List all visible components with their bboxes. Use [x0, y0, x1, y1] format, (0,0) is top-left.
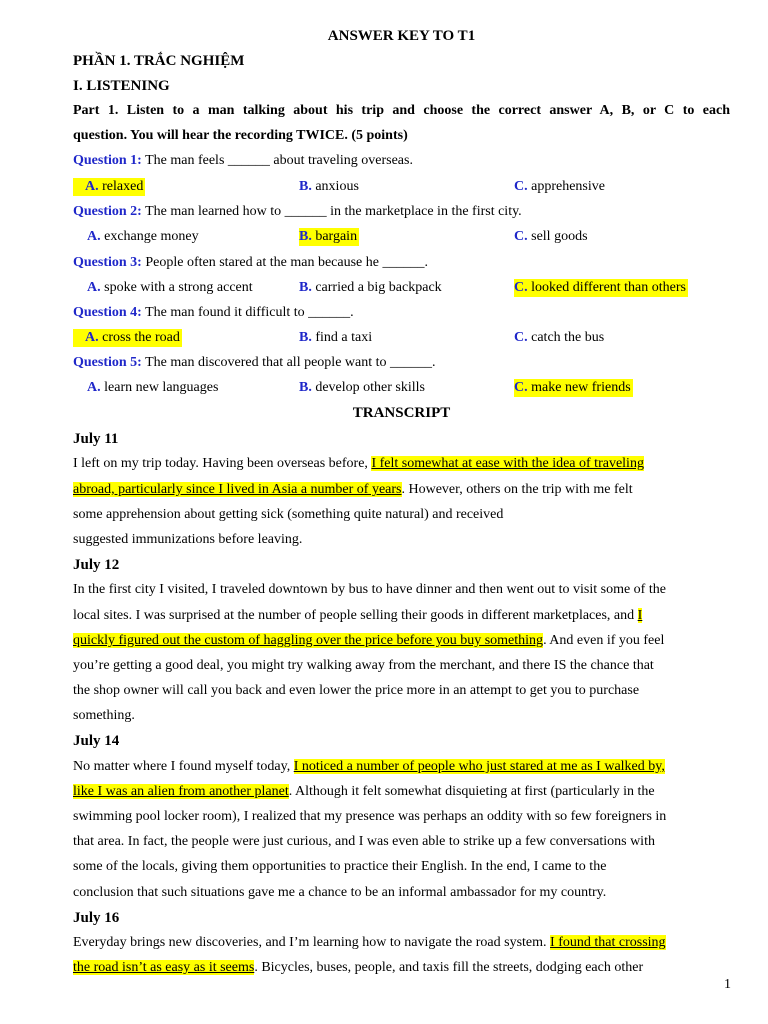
transcript-line: In the first city I visited, I traveled downtown by bus to have dinner and then went out to visit some of the — [73, 582, 666, 597]
section-heading: I. LISTENING — [73, 78, 170, 94]
entry-date: July 11 — [73, 431, 119, 447]
q2-option-a: A. exchange money — [87, 229, 199, 244]
q2-option-b: B. bargain — [299, 229, 358, 244]
transcript-line: like I was an alien from another planet. Although it felt somewhat disquieting at first (particularly in the — [73, 784, 655, 799]
q3-option-a: A. spoke with a strong accent — [87, 280, 253, 295]
page-number: 1 — [724, 977, 731, 992]
q4-option-b: B. find a taxi — [299, 330, 373, 345]
q5-option-a: A. learn new languages — [87, 380, 219, 395]
highlighted-answer: I found that crossing — [550, 935, 666, 950]
question-5: Question 5: The man discovered that all people want to ______. — [73, 355, 436, 370]
highlighted-answer: abroad, particularly since I lived in Asia a number of years — [73, 482, 402, 497]
transcript-line: I left on my trip today. Having been overseas before, I felt somewhat at ease with the idea of traveling — [73, 456, 644, 471]
q1-option-b: B. anxious — [299, 179, 359, 194]
transcript-line: you’re getting a good deal, you might try walking away from the merchant, and there IS the chance that — [73, 658, 654, 673]
transcript-line: the shop owner will call you back and even lower the price more in an attempt to get you to purchase — [73, 683, 640, 698]
q1-option-a: A. relaxed — [73, 178, 145, 196]
highlighted-answer: like I was an alien from another planet — [73, 784, 289, 799]
transcript-line: quickly figured out the custom of haggling over the price before you buy something. And even if you feel — [73, 633, 665, 648]
transcript-line: the road isn’t as easy as it seems. Bicycles, buses, people, and taxis fill the streets, dodging each other — [73, 960, 644, 975]
transcript-line: abroad, particularly since I lived in Asia a number of years. However, others on the trip with me felt — [73, 482, 633, 497]
transcript-line: local sites. I was surprised at the number of people selling their goods in different marketplaces, and I — [73, 608, 643, 623]
transcript-line: some apprehension about getting sick (something quite natural) and received — [73, 507, 504, 522]
highlighted-answer: the road isn’t as easy as it seems — [73, 960, 255, 975]
instructions-line-1: Part 1. Listen to a man talking about his trip and choose the correct answer A, B, or C to each — [73, 103, 730, 118]
transcript-line: something. — [73, 708, 135, 723]
transcript-heading: TRANSCRIPT — [352, 405, 451, 421]
q2-option-c: C. sell goods — [514, 229, 588, 244]
document-title: ANSWER KEY TO T1 — [327, 28, 476, 44]
transcript-line: Everyday brings new discoveries, and I’m learning how to navigate the road system. I found that crossing — [73, 935, 666, 950]
highlighted-answer: I noticed a number of people who just stared at me as I walked by, — [293, 759, 665, 774]
transcript-line: that area. In fact, the people were just curious, and I was even able to strike up a few conversations with — [73, 834, 655, 849]
question-1: Question 1: The man feels ______ about traveling overseas. — [73, 153, 413, 168]
q3-option-b: B. carried a big backpack — [299, 280, 442, 295]
entry-date: July 14 — [73, 733, 120, 749]
transcript-line: No matter where I found myself today, I noticed a number of people who just stared at me as I walked by, — [73, 759, 665, 774]
q5-option-c: C. make new friends — [514, 380, 631, 395]
transcript-line: conclusion that such situations gave me a chance to be an informal ambassador for my country. — [73, 885, 607, 900]
q5-option-b: B. develop other skills — [299, 380, 425, 395]
q4-option-a: A. cross the road — [73, 329, 182, 347]
transcript-line: swimming pool locker room), I realized that my presence was perhaps an oddity with so few foreigners in — [73, 809, 667, 824]
part-heading: PHẦN 1. TRẮC NGHIỆM — [73, 53, 245, 69]
q1-option-c: C. apprehensive — [514, 179, 605, 194]
instructions-line-2: question. You will hear the recording TWICE. (5 points) — [73, 128, 408, 143]
highlighted-answer: quickly figured out the custom of haggling over the price before you buy something — [73, 633, 544, 648]
transcript-line: some of the locals, giving them opportunities to practice their English. In the end, I came to the — [73, 859, 607, 874]
question-2: Question 2: The man learned how to ______ in the marketplace in the first city. — [73, 204, 522, 219]
highlighted-answer: I — [637, 608, 643, 623]
q3-option-c: C. looked different than others — [514, 280, 686, 295]
entry-date: July 16 — [73, 910, 120, 926]
transcript-line: suggested immunizations before leaving. — [73, 532, 303, 547]
question-3: Question 3: People often stared at the man because he ______. — [73, 255, 428, 270]
q4-option-c: C. catch the bus — [514, 330, 605, 345]
question-4: Question 4: The man found it difficult to ______. — [73, 305, 354, 320]
entry-date: July 12 — [73, 557, 120, 573]
highlighted-answer: I felt somewhat at ease with the idea of traveling — [371, 456, 644, 471]
